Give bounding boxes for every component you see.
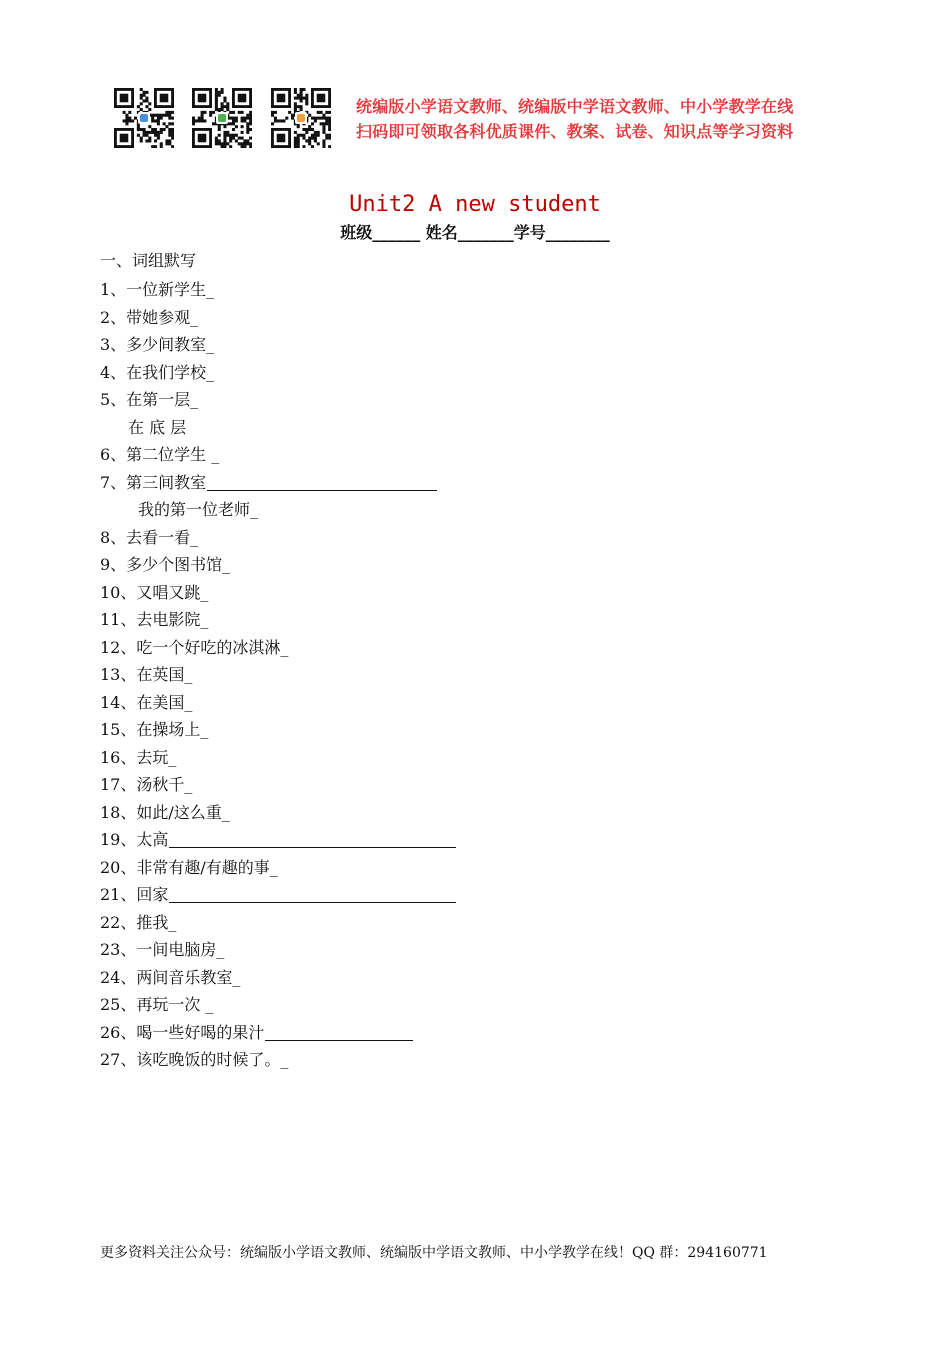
item-text: 14、在美国_ [100,692,193,712]
list-item [100,441,700,469]
answer-blank[interactable] [169,884,456,903]
list-item [100,414,700,442]
item-text: 1、一位新学生_ [100,280,215,299]
item-text: 25、再玩一次 _ [100,995,214,1014]
item-text: 21、回家 [100,885,169,904]
item-text: 2、带她参观_ [100,307,199,327]
student-info-fields[interactable]: 班级______ 姓名_______学号________ [340,223,610,242]
list-item [100,359,700,387]
item-text: 26、喝一些好喝的果汁 [100,1022,265,1042]
list-item [100,386,700,414]
list-item [100,304,700,332]
item-text: 3、多少间教室_ [100,335,215,354]
list-item [100,551,700,579]
item-text: 19、太高 [100,830,169,849]
list-item [100,634,700,662]
item-text: 4、在我们学校_ [100,362,215,382]
list-item [100,1046,700,1074]
answer-blank[interactable] [265,1022,413,1041]
list-item [100,1019,700,1047]
list-item [100,909,700,937]
promo-line-1: 统编版小学语文教师、统编版中学语文教师、中小学教学在线 [356,97,794,116]
item-text: 24、两间音乐教室_ [100,967,241,987]
item-text: 在 底 层 [128,417,187,437]
item-text: 我的第一位老师_ [138,500,259,519]
list-item [100,799,700,827]
promo-line-2: 扫码即可领取各科优质课件、教案、试卷、知识点等学习资料 [356,122,794,141]
item-text: 8、去看一看_ [100,527,199,547]
list-item [100,964,700,992]
list-item [100,854,700,882]
item-text: 7、第三间教室 [100,472,207,492]
qr-code-icon[interactable] [192,88,252,148]
list-item [100,881,700,909]
list-item [100,689,700,717]
item-text: 5、在第一层_ [100,390,199,409]
list-item [100,936,700,964]
exercise-list [100,276,700,1074]
item-text: 23、一间电脑房_ [100,940,225,959]
header-banner [114,88,834,152]
promo-text [356,94,836,144]
item-text: 18、如此/这么重_ [100,802,230,822]
list-item [100,771,700,799]
item-text: 16、去玩_ [100,747,177,767]
list-item [100,496,700,524]
section-heading: 一、词组默写 [100,251,197,270]
list-item [100,991,700,1019]
list-item [100,606,700,634]
qr-code-icon[interactable] [114,88,174,148]
qr-code-icon[interactable] [271,88,331,148]
item-text: 15、在操场上_ [100,720,209,739]
item-text: 11、去电影院_ [100,610,209,629]
list-item [100,469,700,497]
list-item [100,826,700,854]
worksheet-title: Unit2 A new student [349,192,601,217]
footer-note: 更多资料关注公众号：统编版小学语文教师、统编版中学语文教师、中小学教学在线！QQ 群：294160771 [100,1245,768,1261]
answer-blank[interactable] [207,472,437,491]
item-text: 10、又唱又跳_ [100,582,209,602]
item-text: 12、吃一个好吃的冰淇淋_ [100,637,289,657]
item-text: 9、多少个图书馆_ [100,555,231,574]
list-item [100,331,700,359]
item-text: 6、第二位学生 _ [100,445,220,464]
list-item [100,524,700,552]
list-item [100,716,700,744]
list-item [100,579,700,607]
item-text: 27、该吃晚饭的时候了。_ [100,1050,289,1069]
item-text: 13、在英国_ [100,665,193,684]
list-item [100,744,700,772]
item-text: 17、汤秋千_ [100,775,193,794]
list-item [100,661,700,689]
item-text: 20、非常有趣/有趣的事_ [100,857,278,877]
item-text: 22、推我_ [100,912,177,932]
answer-blank[interactable] [169,829,456,848]
list-item [100,276,700,304]
